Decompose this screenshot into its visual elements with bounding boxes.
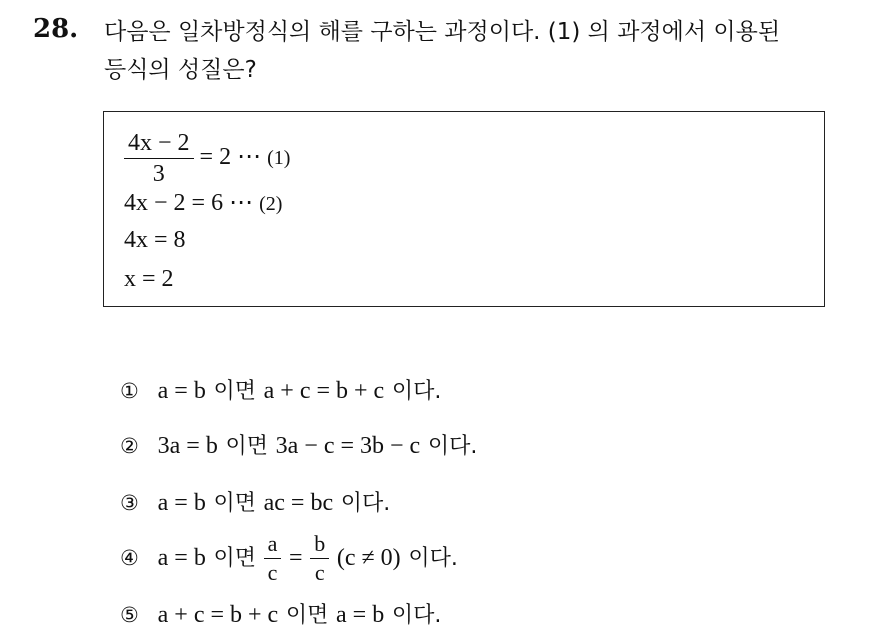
- choice-1-if: a = b: [157, 378, 206, 404]
- choice-4-eq: =: [289, 545, 303, 571]
- choice-1-marker: ①: [120, 379, 139, 403]
- choice-4-if: a = b: [157, 545, 206, 571]
- choice-4-frac-left-num: a: [264, 532, 282, 559]
- choice-4-frac-right-den: c: [314, 560, 325, 585]
- choice-3[interactable]: [120, 486, 390, 517]
- choice-4-frac-left: [264, 532, 282, 585]
- step-1-numerator: 4x − 2: [124, 130, 194, 159]
- step-3: [124, 227, 186, 254]
- choice-3-marker: ③: [120, 491, 139, 515]
- step-4-expr: x = 2: [124, 266, 174, 292]
- choice-1-then: a + c = b + c: [263, 378, 385, 404]
- question-text: [104, 13, 874, 89]
- step-1-rhs: = 2 ⋯: [199, 144, 268, 171]
- choice-3-if: a = b: [157, 490, 206, 516]
- choice-5-conj: 이면: [285, 603, 329, 628]
- question-number: 28.: [33, 14, 79, 44]
- choice-2-then: 3a − c = 3b − c: [275, 433, 421, 459]
- step-1: [124, 130, 290, 187]
- choice-1[interactable]: [120, 374, 441, 405]
- choice-4-conj: 이면: [213, 546, 256, 571]
- choice-2-end: 이다.: [427, 434, 478, 459]
- choice-4-frac-left-den: c: [267, 560, 278, 585]
- step-2-tag: (2): [259, 193, 283, 215]
- step-2-expr: 4x − 2 = 6 ⋯: [124, 190, 260, 216]
- choice-5-then: a = b: [336, 602, 385, 628]
- choice-4-end: 이다.: [408, 546, 458, 571]
- choice-1-conj: 이면: [213, 379, 256, 404]
- choice-4-frac-right-num: b: [310, 532, 329, 559]
- choice-3-end: 이다.: [340, 491, 391, 516]
- choice-2-conj: 이면: [225, 434, 268, 459]
- choice-2-marker: ②: [120, 434, 139, 458]
- choice-1-end: 이다.: [391, 379, 442, 404]
- step-1-denominator: 3: [152, 161, 165, 187]
- question-line-2: 등식의 성질은?: [104, 57, 257, 83]
- choice-4-cond: (c ≠ 0): [336, 545, 401, 571]
- choice-3-then: ac = bc: [263, 490, 334, 516]
- choice-2[interactable]: [120, 429, 477, 460]
- step-4: [124, 266, 174, 293]
- choice-4-marker: ④: [120, 546, 139, 570]
- solution-box: [103, 111, 825, 307]
- question-line-1: 다음은 일차방정식의 해를 구하는 과정이다. (1) 의 과정에서 이용된: [104, 19, 781, 45]
- step-2: [124, 188, 282, 217]
- choice-4-frac-right: [310, 532, 329, 585]
- step-1-tag: (1): [267, 147, 291, 170]
- choice-4[interactable]: [120, 532, 458, 585]
- step-3-expr: 4x = 8: [124, 227, 186, 253]
- choice-5-if: a + c = b + c: [157, 602, 279, 628]
- choice-5-marker: ⑤: [120, 603, 139, 627]
- choice-3-conj: 이면: [213, 491, 256, 516]
- step-1-fraction: [124, 130, 194, 187]
- choice-5-end: 이다.: [391, 603, 442, 628]
- choice-5[interactable]: [120, 598, 441, 629]
- choice-2-if: 3a = b: [157, 433, 218, 459]
